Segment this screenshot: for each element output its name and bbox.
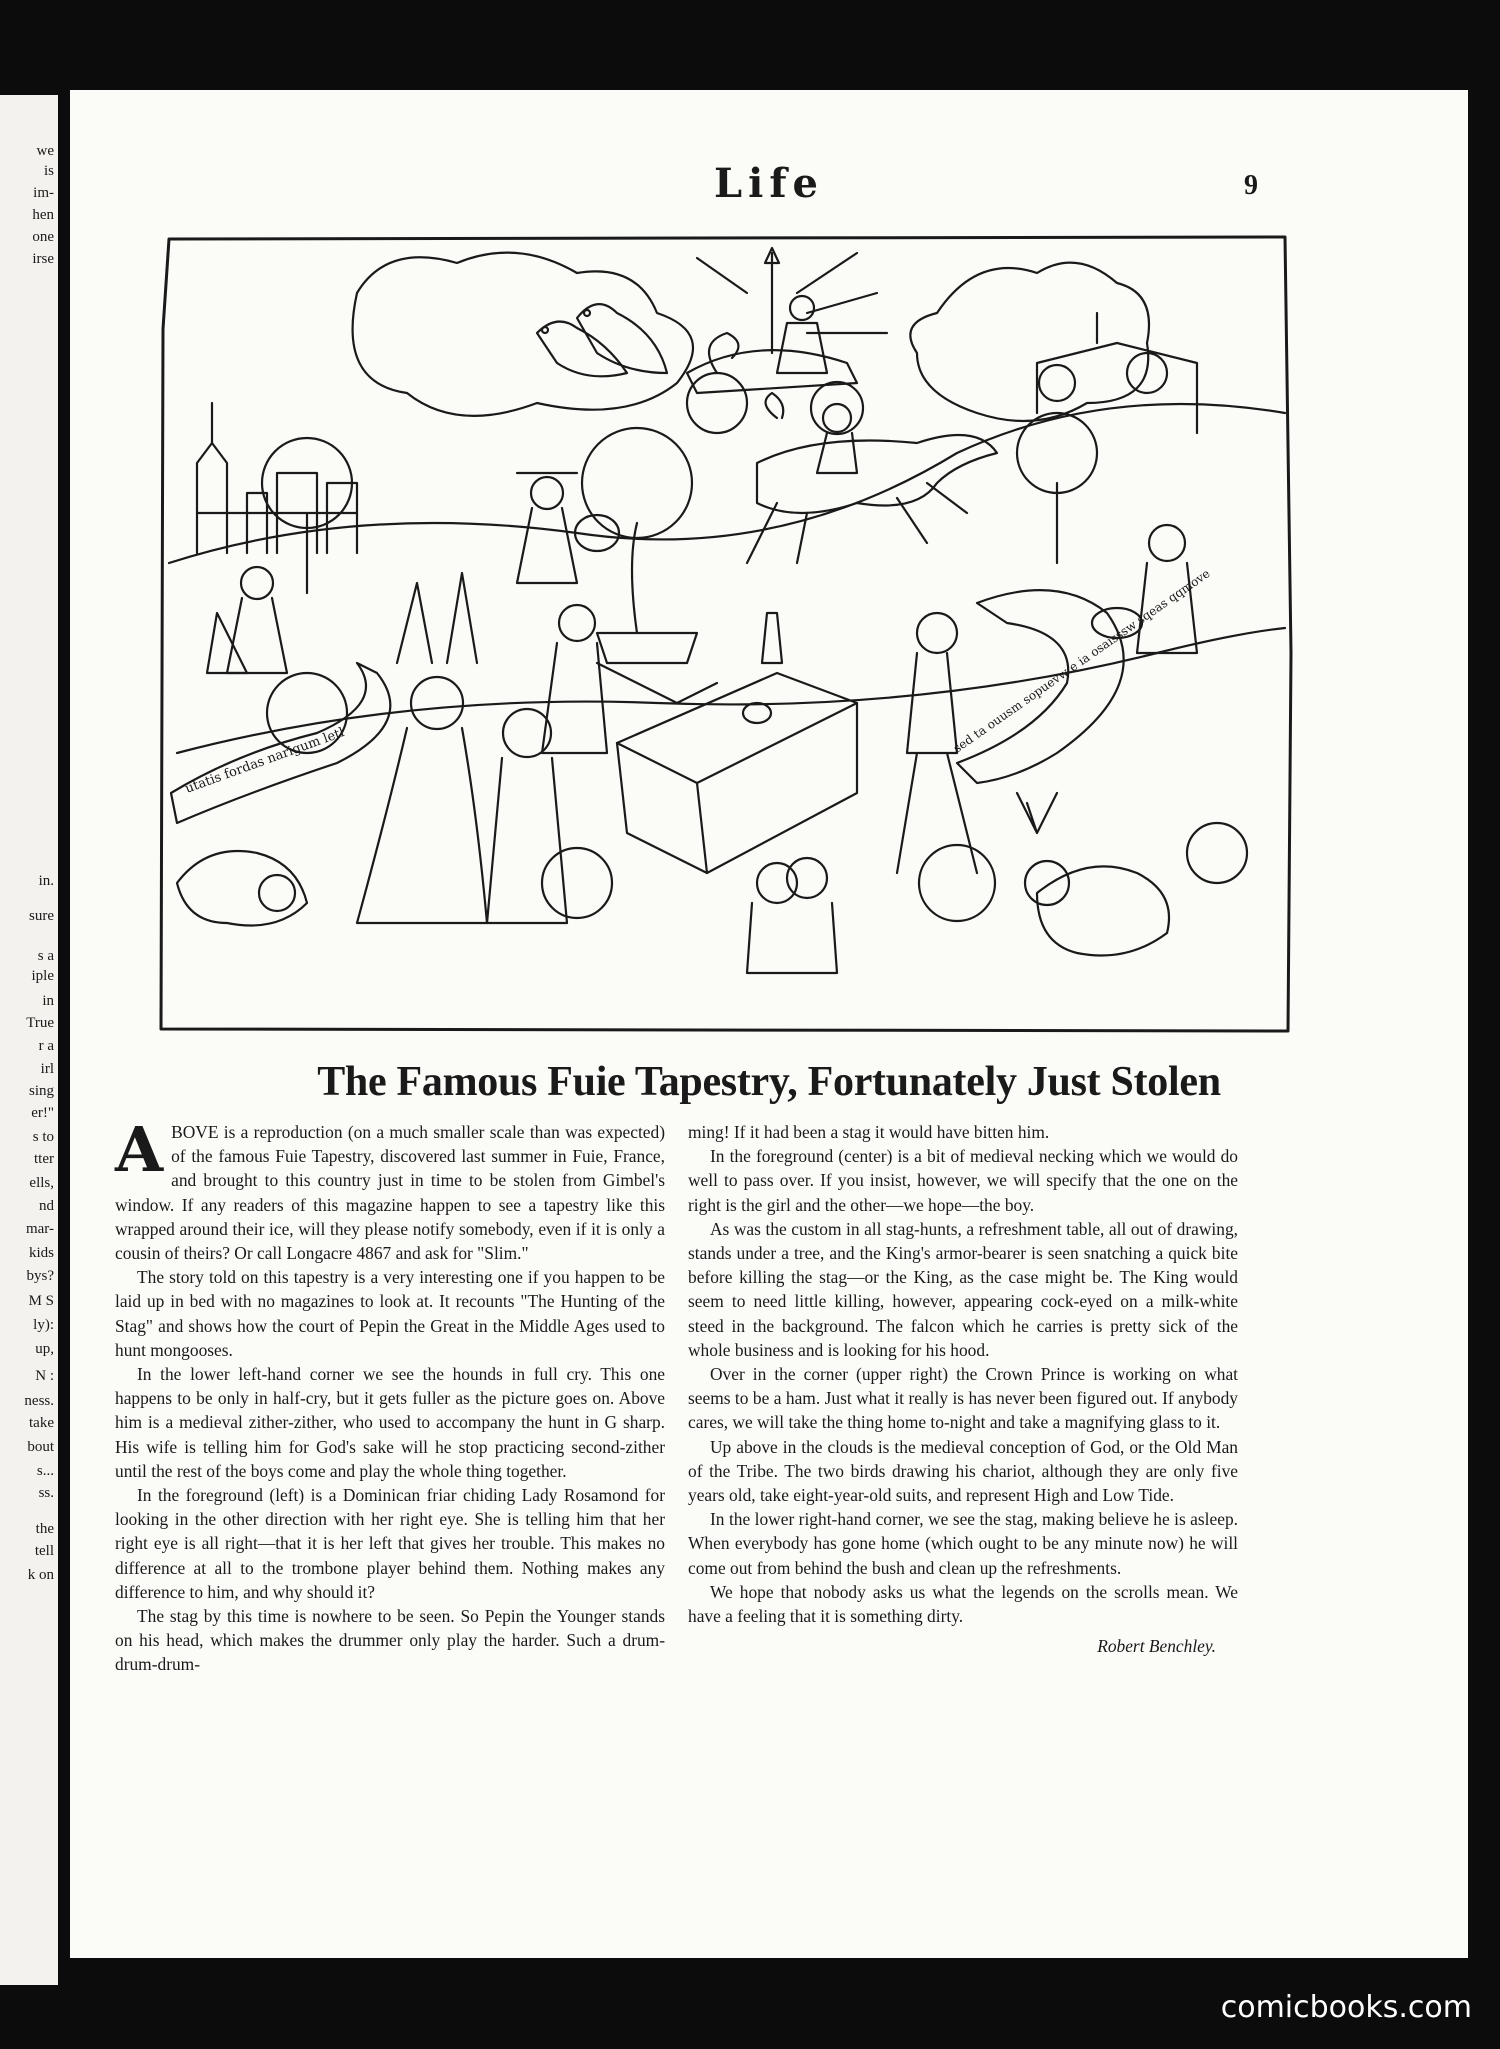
- article-paragraph: ming! If it had been a stag it would have bitten him.: [688, 1122, 1050, 1142]
- tree-right: [1017, 413, 1097, 563]
- article-paragraph: In the lower right-hand corner, we see the stag, making believe he is asleep. When everybody has gone home (which ought to be any minute now) he will come out from behind the bush and clean up the refreshments.: [688, 1509, 1238, 1578]
- article-paragraph: We hope that nobody asks us what the legends on the scrolls mean. We have a feeling that it is something dirty.: [688, 1581, 1238, 1627]
- article-paragraph: [115, 1113, 665, 1265]
- tapestry-illustration: [157, 233, 1295, 1033]
- drop-cap: A: [115, 1113, 164, 1186]
- left-page-fragment: M S: [28, 1293, 54, 1309]
- left-page-fragment: bout: [27, 1439, 54, 1455]
- page-number: 9: [1244, 170, 1258, 201]
- friar-and-lady: [357, 573, 567, 923]
- tree-left: [262, 438, 352, 593]
- left-page-sliver: [0, 95, 58, 1985]
- left-page-fragment: True: [26, 1015, 54, 1031]
- article-column-left: [115, 1113, 665, 1677]
- left-page-fragment: ells,: [29, 1175, 54, 1191]
- left-page-fragment: one: [32, 229, 54, 245]
- left-page-fragment: nd: [39, 1198, 54, 1214]
- refreshment-table: [617, 613, 857, 873]
- zither-player: [207, 567, 287, 673]
- left-page-fragment: ss.: [38, 1485, 54, 1501]
- left-page-fragment: in.: [38, 873, 54, 889]
- scroll-left: [171, 663, 390, 823]
- god-chariot: [687, 248, 887, 434]
- left-page-fragment: we: [36, 143, 54, 159]
- left-page-fragment: im-: [33, 185, 54, 201]
- article-paragraph: Over in the corner (upper right) the Crown Prince is working on what seems to be a ham. Just what it really is has never been figured out. If anybody cares, we will take the thing home to-night and take a magnifying glass to it.: [688, 1364, 1238, 1433]
- left-page-fragment: mar-: [25, 1221, 54, 1237]
- left-page-fragment: irl: [40, 1061, 54, 1077]
- couple: [747, 858, 837, 973]
- left-page-fragment: tell: [34, 1543, 54, 1559]
- left-page-fragment: k on: [27, 1567, 54, 1583]
- left-page-fragment: sing: [28, 1083, 54, 1099]
- king-on-horse: [747, 393, 997, 563]
- article-paragraph: As was the custom in all stag-hunts, a refreshment table, all out of drawing, stands under a tree, and the King's armor-bearer is seen snatching a quick bite before killing the stag—or the King, as the case might be. The King would seem to need little killing, however, appearing cock-eyed on a milk-white steed in the background. The falcon which he carries is pretty sick of the whole business and is looking for his hood.: [688, 1218, 1238, 1360]
- left-page-fragment: s...: [36, 1463, 54, 1479]
- article-paragraph: In the foreground (center) is a bit of medieval necking which we would do well to pass over. If you insist, however, we will specify that the one on the right is the girl and the other—we hope—the boy.: [688, 1146, 1238, 1215]
- tree-center: [582, 428, 697, 663]
- left-page-fragment: irse: [32, 251, 54, 267]
- left-page-fragment: ness.: [24, 1393, 54, 1409]
- trombone-player: [542, 605, 717, 753]
- hound: [177, 851, 307, 926]
- left-page-fragment: ly):: [33, 1317, 54, 1333]
- article-headline: The Famous Fuie Tapestry, Fortunately Just Stolen: [317, 1059, 1221, 1105]
- cloud-left: [353, 253, 693, 416]
- birds: [537, 304, 667, 376]
- article-paragraph: In the foreground (left) is a Dominican friar chiding Lady Rosamond for looking in the other direction with her right eye. She is telling him that her right eye is all right—that it is her left that gives her trouble. This makes no difference at all to the trombone player behind them. Nothing makes any difference to him, and why should it?: [115, 1485, 665, 1602]
- scroll-right-text: sed ta ouusm sopuevw e ia osaisssw sqeas qqmove: [950, 566, 1213, 756]
- article-paragraph: In the lower left-hand corner we see the hounds in full cry. This one happens to be only in half-cry, but it gets fuller as the picture goes on. Above him is a medieval zither-zither, who used to accompany the hunt in G sharp. His wife is telling him for God's sake will he stop practicing second-zither until the rest of the boys come and play the whole thing together.: [115, 1364, 665, 1481]
- left-page-fragment: hen: [32, 207, 54, 223]
- watermark: comicbooks.com: [1220, 1990, 1472, 2025]
- magazine-page: [70, 90, 1468, 1958]
- left-page-fragment: the: [35, 1521, 54, 1537]
- article-paragraph-text: BOVE is a reproduction (on a much smaller scale than was expected) of the famous Fuie Tapestry, discovered last summer in Fuie, France, and brought to this country just in time to be stolen from Gimbel's window. If any readers of this magazine happen to see a tapestry like this wrapped around their ice, will they please notify somebody, even if it is only a cousin of theirs? Or call Longacre 4867 and ask for "Slim.": [115, 1122, 665, 1264]
- castle-left: [197, 403, 357, 553]
- article-paragraph: Up above in the clouds is the medieval conception of God, or the Old Man of the Tribe. The two birds drawing his chariot, although they are only five years old, take eight-year-old suits, and represent High and Low Tide.: [688, 1436, 1238, 1506]
- article-column-right: [688, 1120, 1238, 1658]
- masthead: Life: [714, 160, 824, 207]
- left-page-fragment: take: [29, 1415, 54, 1431]
- left-page-fragment: r a: [38, 1038, 54, 1054]
- left-page-fragment: s to: [32, 1129, 54, 1145]
- left-page-fragment: up,: [35, 1341, 54, 1357]
- left-page-fragment: bys?: [26, 1268, 54, 1284]
- left-page-fragment: iple: [31, 968, 54, 984]
- left-page-fragment: sure: [29, 908, 54, 924]
- left-page-fragment: in: [42, 993, 54, 1009]
- cloud-right: [910, 263, 1149, 421]
- left-page-fragment: N :: [35, 1368, 54, 1384]
- left-page-fragment: s a: [37, 948, 54, 964]
- scroll-left-text: utatis fordas narigum letl: [183, 725, 347, 797]
- article-paragraph: The story told on this tapestry is a very interesting one if you happen to be laid up in bed with no magazines to look at. It recounts "The Hunting of the Stag" and shows how the court of Pepin the Great in the Middle Ages used to hunt mongooses.: [115, 1267, 665, 1360]
- left-page-fragment: kids: [28, 1245, 54, 1261]
- left-page-fragment: is: [43, 163, 54, 179]
- left-page-fragment: tter: [34, 1151, 54, 1167]
- left-page-fragment: er!": [31, 1105, 54, 1121]
- author-signature: Robert Benchley.: [1097, 1636, 1216, 1657]
- article-paragraph: The stag by this time is nowhere to be seen. So Pepin the Younger stands on his head, which makes the drummer only play the harder. Such a drum-drum-drum-: [115, 1606, 665, 1675]
- stag: [1017, 793, 1169, 956]
